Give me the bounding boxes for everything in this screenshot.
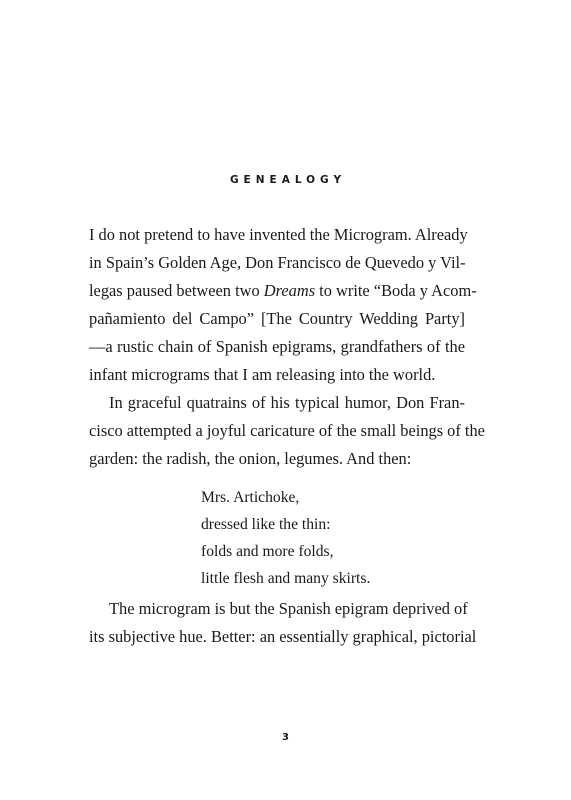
text-line: In graceful quatrains of his typical humor, Don Fran- bbox=[109, 393, 465, 412]
text-fragment: to write “Boda y Acom- bbox=[315, 281, 477, 300]
text-line: cisco attempted a joyful caricature of the small beings of the bbox=[89, 421, 485, 440]
paragraph-1 bbox=[89, 221, 477, 389]
text-line: in Spain’s Golden Age, Don Francisco de Quevedo y Vil- bbox=[89, 253, 466, 272]
chapter-heading: GENEALOGY bbox=[229, 174, 347, 186]
text-line: I do not pretend to have invented the Microgram. Already bbox=[89, 225, 468, 244]
text-line: The microgram is but the Spanish epigram deprived of bbox=[109, 599, 468, 618]
italic-title: Dreams bbox=[263, 281, 316, 300]
text-line: its subjective hue. Better: an essentially graphical, pictorial bbox=[89, 627, 477, 646]
text-line: garden: the radish, the onion, legumes. And then: bbox=[89, 449, 412, 468]
page-number: 3 bbox=[282, 732, 289, 743]
text-fragment: legas paused between two bbox=[89, 281, 264, 300]
text-line: pañamiento del Campo” [The Country Wedding Party] bbox=[89, 309, 465, 328]
text-line: infant micrograms that I am releasing into the world. bbox=[89, 365, 436, 384]
verse-line: folds and more folds, bbox=[201, 543, 334, 560]
verse-quatrain bbox=[201, 484, 370, 592]
text-line-with-italic bbox=[89, 277, 477, 305]
verse-line: dressed like the thin: bbox=[201, 516, 331, 533]
paragraph-2 bbox=[89, 389, 485, 473]
verse-line: Mrs. Artichoke, bbox=[201, 489, 300, 506]
verse-line: little flesh and many skirts. bbox=[201, 570, 371, 587]
paragraph-3 bbox=[89, 595, 477, 651]
text-line: —a rustic chain of Spanish epigrams, grandfathers of the bbox=[89, 337, 465, 356]
